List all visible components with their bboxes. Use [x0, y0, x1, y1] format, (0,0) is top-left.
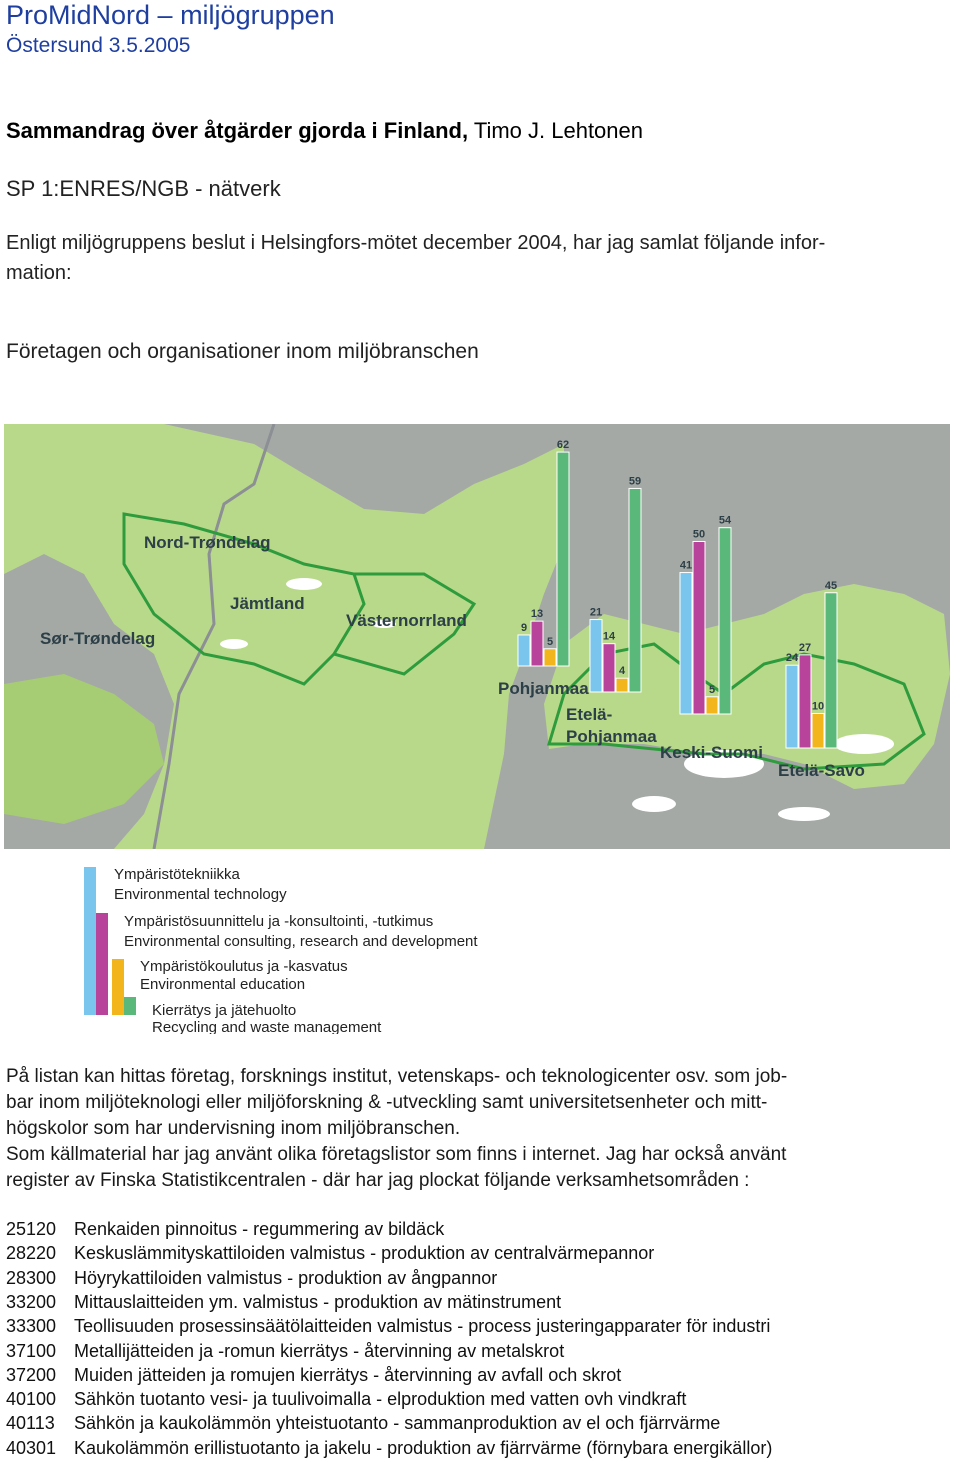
legend-label-en: Environmental education	[140, 976, 306, 993]
bar-etel-savo-s4	[825, 593, 837, 748]
bar-value-label: 4	[618, 665, 626, 678]
bar-value-label: 21	[589, 606, 603, 619]
code-number: 28220	[6, 1243, 57, 1264]
bar-value-label: 27	[798, 641, 812, 654]
code-number: 37100	[6, 1340, 57, 1361]
code-description: Kaukolämmön erillistuotanto ja jakelu - produktion av fjärrvärme (förnybara energikällor)	[74, 1437, 773, 1458]
intro-line-1: Enligt miljögruppens beslut i Helsingfors-mötet december 2004, har jag samlat följande infor-	[6, 232, 826, 254]
code-number: 40301	[6, 1437, 57, 1458]
bar-etel-savo-s2	[799, 655, 811, 748]
legend-label-en: Environmental consulting, research and development	[124, 933, 478, 950]
bar-etel-savo-s3	[812, 714, 824, 749]
code-row	[6, 1292, 561, 1313]
bar-keski-suomi-s3	[706, 697, 718, 714]
region-label-etela-pohjanmaa: Pohjanmaa	[566, 727, 657, 746]
bar-value-label: 9	[520, 621, 528, 634]
paragraph-line: register av Finska Statistikcentralen - där har jag plockat följande verksamhetsområden :	[6, 1170, 750, 1191]
code-description: Muiden jätteiden ja romujen kierrätys - återvinning av avfall och skrot	[74, 1364, 622, 1385]
region-label-nord-trondelag: Nord-Trøndelag	[144, 533, 271, 552]
map-lake	[778, 807, 830, 821]
region-label-etela-savo: Etelä-Savo	[778, 761, 865, 780]
map-lake	[286, 578, 322, 590]
code-row	[6, 1413, 720, 1434]
map	[4, 424, 950, 849]
legend-swatch-consulting	[96, 913, 108, 1015]
bar-etel-pohjanmaa-s2	[603, 644, 615, 692]
section-title: Företagen och organisationer inom miljöbranschen	[6, 340, 479, 363]
bar-etel-pohjanmaa-s1	[590, 620, 602, 692]
bar-value-label: 41	[679, 559, 693, 572]
bar-value-label: 24	[785, 652, 799, 665]
summary-heading	[6, 118, 643, 144]
bar-value-label: 5	[708, 683, 716, 696]
bar-etel-savo-s1	[786, 665, 798, 748]
region-label-sor-trondelag: Sør-Trøndelag	[40, 629, 156, 648]
code-number: 25120	[6, 1219, 57, 1239]
region-label-etela: Etelä-	[566, 705, 613, 724]
code-row	[6, 1268, 497, 1289]
legend-label-fi: Ympäristökoulutus ja -kasvatus	[140, 958, 348, 975]
bar-value-label: 5	[546, 635, 554, 648]
document-title: ProMidNord – miljögruppen	[6, 0, 335, 30]
code-row	[6, 1243, 654, 1264]
bar-value-label: 10	[811, 700, 825, 713]
code-number: 33300	[6, 1316, 57, 1337]
code-row	[6, 1389, 686, 1410]
map-lake	[220, 639, 248, 649]
legend-label-fi: Ympäristösuunnittelu ja -konsultointi, -tutkimus	[124, 913, 434, 930]
code-description: Mittauslaitteiden ym. valmistus - produktion av mätinstrument	[74, 1291, 562, 1312]
map-chart-figure	[4, 424, 950, 1034]
code-description: Renkaiden pinnoitus - regummering av bildäck	[74, 1219, 445, 1239]
code-description: Sähkön ja kaukolämmön yhteistuotanto - sammanproduktion av el och fjärrvärme	[74, 1413, 721, 1434]
code-description: Keskuslämmityskattiloiden valmistus - produktion av centralvärmepannor	[74, 1243, 655, 1264]
code-number: 40100	[6, 1389, 57, 1410]
bar-pohjanmaa-s2	[531, 621, 543, 666]
legend-swatch-environmental-technology	[84, 867, 96, 1015]
code-row	[6, 1316, 770, 1337]
bar-value-label: 59	[628, 475, 642, 488]
legend-label-fi: Ympäristötekniikka	[114, 866, 240, 883]
legend-label-fi: Kierrätys ja jätehuolto	[152, 1002, 297, 1019]
legend-label-en: Environmental technology	[114, 886, 287, 903]
bar-value-label: 13	[530, 608, 544, 621]
bar-value-label: 62	[556, 439, 570, 452]
summary-heading-bold: Sammandrag över åtgärder gjorda i Finland,	[6, 118, 469, 143]
code-number: 40113	[6, 1413, 55, 1434]
bar-value-label: 50	[692, 528, 706, 541]
code-row	[6, 1438, 772, 1459]
code-row	[6, 1365, 621, 1386]
paragraph-line: bar inom miljöteknologi eller miljöforskning & -utveckling samt universitetsenheter och mitt-	[6, 1092, 768, 1113]
map-lake	[834, 734, 894, 754]
bar-keski-suomi-s2	[693, 542, 705, 715]
bar-etel-pohjanmaa-s3	[616, 678, 628, 692]
code-description: Sähkön tuotanto vesi- ja tuulivoimalla - elproduktion med vatten ovh vindkraft	[74, 1389, 687, 1410]
legend-swatch-education	[112, 959, 124, 1015]
bar-etel-pohjanmaa-s4	[629, 488, 641, 692]
bar-value-label: 14	[602, 630, 616, 643]
bar-pohjanmaa-s4	[557, 452, 569, 666]
summary-heading-author: Timo J. Lehtonen	[468, 118, 643, 143]
code-description: Teollisuuden prosessinsäätölaitteiden valmistus - process justeringapparater för industri	[74, 1316, 771, 1337]
code-row	[6, 1341, 564, 1362]
code-description: Höyrykattiloiden valmistus - produktion av ångpannor	[74, 1267, 498, 1288]
bar-pohjanmaa-s3	[544, 649, 556, 666]
bar-pohjanmaa-s1	[518, 635, 530, 666]
region-label-jamtland: Jämtland	[230, 594, 305, 613]
code-row	[6, 1219, 444, 1240]
code-number: 37200	[6, 1364, 57, 1385]
paragraph-line: högskolor som har undervisning inom miljöbranschen.	[6, 1118, 461, 1139]
region-label-vasternorrland: Västernorrland	[346, 611, 467, 630]
sp-line: SP 1:ENRES/NGB - nätverk	[6, 176, 281, 201]
paragraph-line: På listan kan hittas företag, forsknings institut, vetenskaps- och teknologicenter osv. som job-	[6, 1066, 788, 1087]
map-lake	[632, 796, 676, 812]
code-description: Metallijätteiden ja -romun kierrätys - återvinning av metalskrot	[74, 1340, 565, 1361]
bar-value-label: 54	[718, 514, 732, 527]
code-number: 28300	[6, 1267, 57, 1288]
code-number: 33200	[6, 1291, 57, 1312]
region-label-pohjanmaa: Pohjanmaa	[498, 679, 589, 698]
paragraph-line: Som källmaterial har jag använt olika företagslistor som finns i internet. Jag har också använt	[6, 1144, 787, 1165]
document-subtitle: Östersund 3.5.2005	[6, 34, 191, 57]
region-label-keski-suomi: Keski-Suomi	[660, 743, 763, 762]
bar-keski-suomi-s4	[719, 528, 731, 714]
bar-keski-suomi-s1	[680, 573, 692, 714]
legend-swatch-recycling	[124, 997, 136, 1015]
intro-line-2: mation:	[6, 262, 72, 284]
bar-value-label: 45	[824, 579, 838, 592]
legend-label-en: Recycling and waste management	[152, 1019, 382, 1034]
